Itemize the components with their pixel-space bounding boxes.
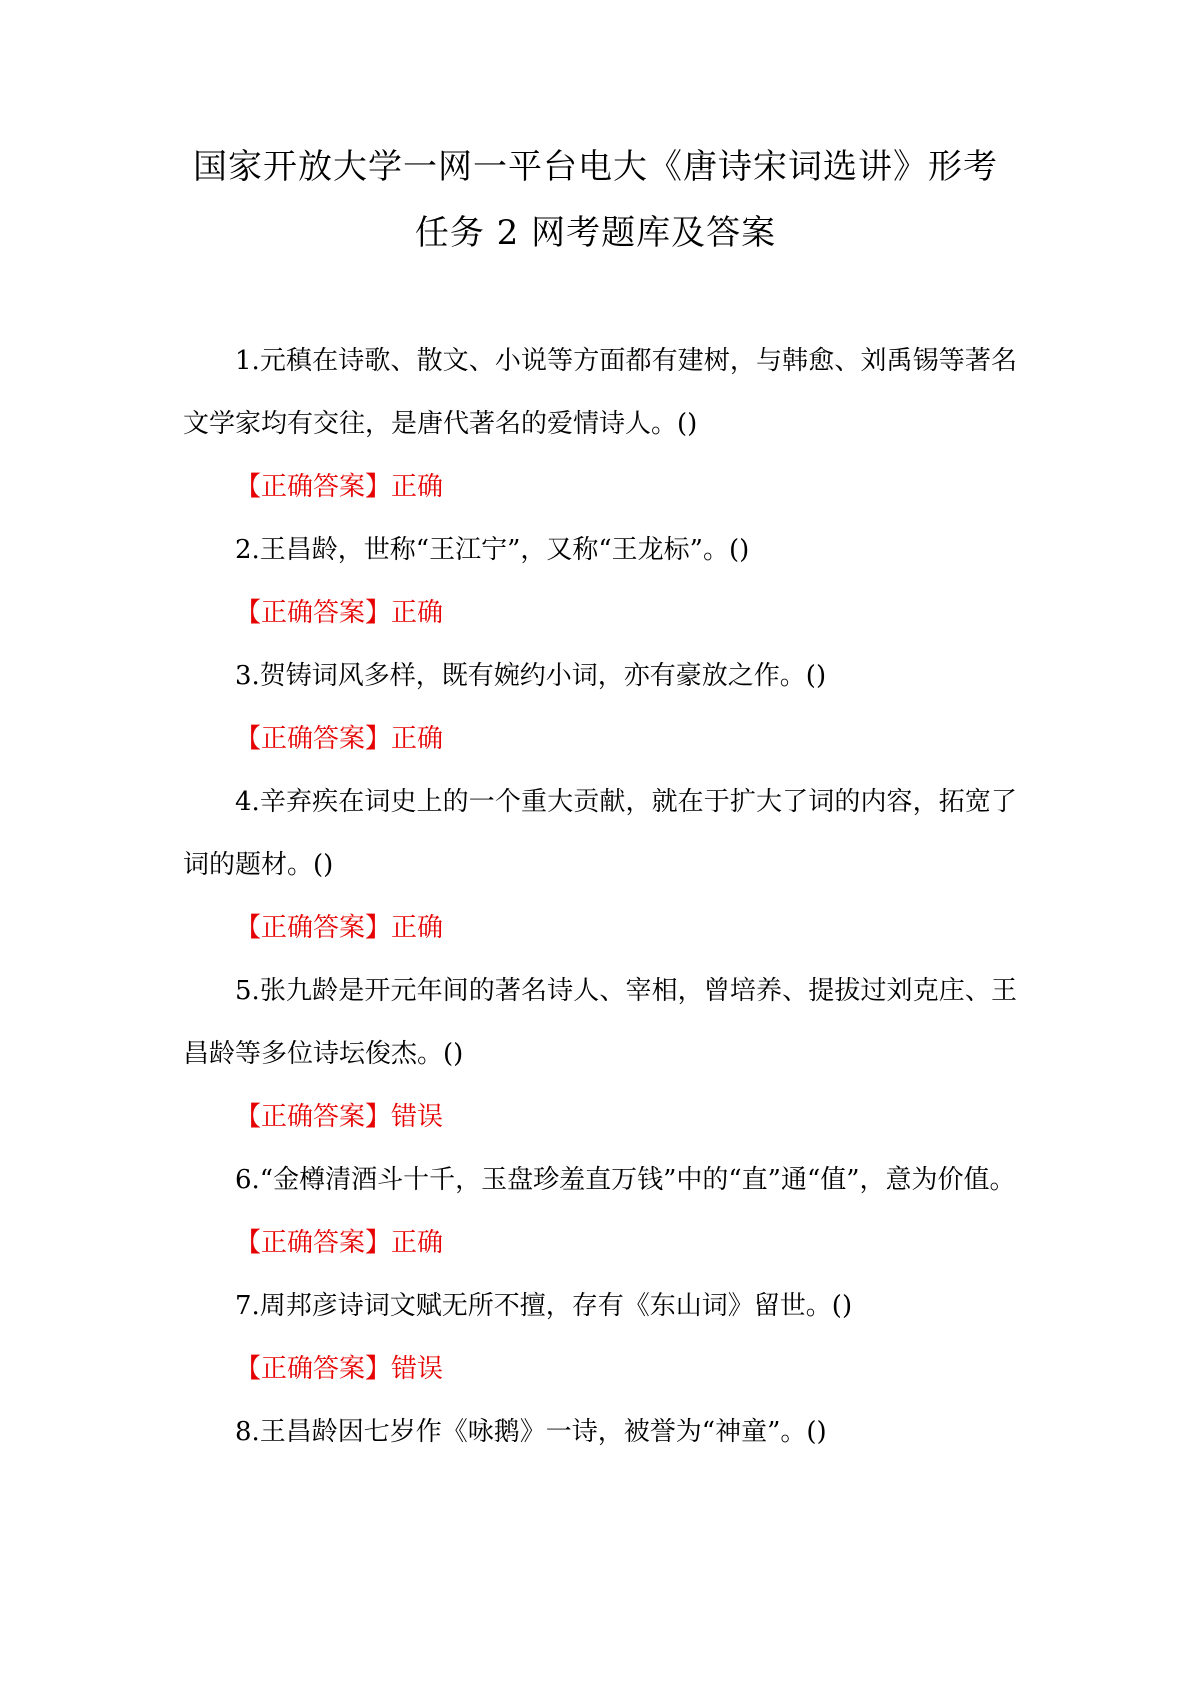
answer-4 <box>183 897 1017 960</box>
answer-1 <box>183 456 1017 519</box>
answer-2 <box>183 582 1017 645</box>
question-4: 4.辛弃疾在词史上的一个重大贡献，就在于扩大了词的内容，拓宽了词的题材。() <box>183 787 1017 880</box>
title-line-1: 国家开放大学一网一平台电大《唐诗宋词选讲》形考 <box>193 147 998 187</box>
question-3: 3.贺铸词风多样，既有婉约小词，亦有豪放之作。() <box>235 661 827 691</box>
answer-prefix: 【正确答案】 <box>235 724 392 754</box>
answer-prefix: 【正确答案】 <box>235 472 392 502</box>
answer-7 <box>183 1338 1017 1401</box>
answer-prefix: 【正确答案】 <box>235 1102 392 1132</box>
answer-value: 正确 <box>391 1228 444 1258</box>
answer-3 <box>183 708 1017 771</box>
question-list <box>183 330 1017 1464</box>
question-8: 8.王昌龄因七岁作《咏鹅》一诗，被誉为“神童”。() <box>235 1417 827 1447</box>
question-2: 2.王昌龄，世称“王江宁”，又称“王龙标”。() <box>235 535 750 565</box>
answer-prefix: 【正确答案】 <box>235 598 392 628</box>
answer-prefix: 【正确答案】 <box>235 1228 392 1258</box>
document-title <box>150 134 1041 266</box>
answer-value: 正确 <box>391 472 444 502</box>
question-6: 6.“金樽清酒斗十千，玉盘珍羞直万钱”中的“直”通“值”，意为价值。 <box>235 1165 1016 1195</box>
answer-prefix: 【正确答案】 <box>235 1354 392 1384</box>
answer-value: 错误 <box>391 1354 444 1384</box>
question-7: 7.周邦彦诗词文赋无所不擅，存有《东山词》留世。() <box>235 1291 853 1321</box>
answer-value: 错误 <box>391 1102 444 1132</box>
answer-prefix: 【正确答案】 <box>235 913 392 943</box>
answer-value: 正确 <box>391 913 444 943</box>
title-line-2: 任务 2 网考题库及答案 <box>414 213 777 253</box>
answer-6 <box>183 1212 1017 1275</box>
answer-value: 正确 <box>391 598 444 628</box>
answer-value: 正确 <box>391 724 444 754</box>
question-1: 1.元稹在诗歌、散文、小说等方面都有建树，与韩愈、刘禹锡等著名文学家均有交往，是唐代著名的爱情诗人。() <box>183 346 1017 439</box>
answer-5 <box>183 1086 1017 1149</box>
question-5: 5.张九龄是开元年间的著名诗人、宰相，曾培养、提拔过刘克庄、王昌龄等多位诗坛俊杰。() <box>183 976 1017 1069</box>
